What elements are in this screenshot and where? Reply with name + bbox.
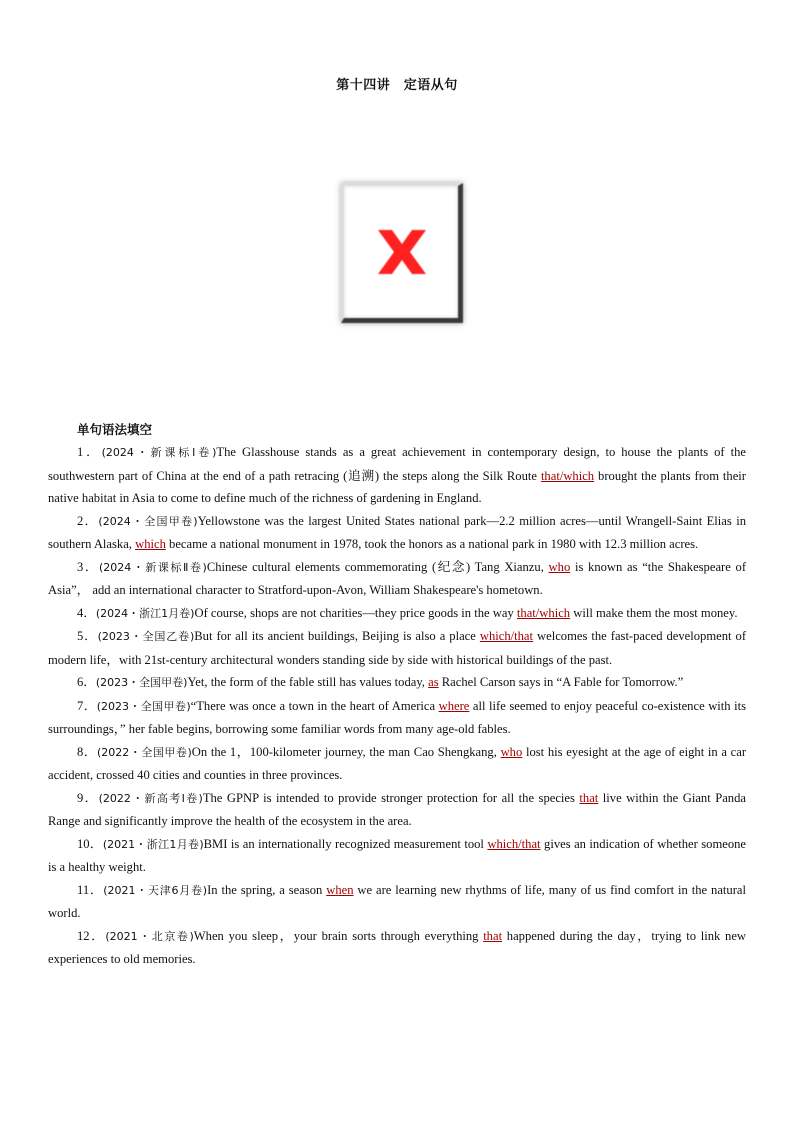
question-item [48,695,746,741]
answer-blank: which/that [487,836,541,851]
answer-blank: as [428,675,439,689]
question-text-before: BMI is an internationally recognized measurement tool [203,836,488,851]
question-source: (2021・浙江1月卷) [102,837,204,851]
page-title: 第十四讲 定语从句 [336,78,458,93]
question-text-before: In the spring, a season [207,882,327,897]
question-text-before: On the 1，100-kilometer journey, the man Cao Shengkang, [191,744,501,759]
question-number: 10． [77,836,103,851]
question-item [48,602,746,626]
question-text-after: became a national monument in 1978, took the honors as a national park in 1980 with 12.3 million acres. [165,537,699,551]
answer-blank: that [483,928,503,943]
question-source: (2024・全国甲卷) [98,514,198,528]
question-text-before: Chinese cultural elements commemorating (纪念) Tang Xianzu, [206,559,549,574]
question-text-before: When you sleep，your brain sorts through everything [193,928,484,943]
question-text-after: gives an indication of whether someone is a healthy weight. [48,836,747,874]
question-item [48,925,746,971]
question-text-before: The GPNP is intended to provide stronger protection for all the species [202,790,580,805]
question-item [48,625,746,671]
answer-blank: that [579,790,599,805]
answer-blank: that/which [540,468,595,483]
question-source: (2023・全国甲卷) [95,676,188,689]
question-number: 7． [77,698,97,713]
question-source: (2024・新课标Ⅱ卷) [99,560,207,574]
question-number: 2． [77,513,99,528]
question-source: (2022・全国甲卷) [96,745,192,759]
question-source: (2024・新课标Ⅰ卷) [101,446,217,459]
question-number: 1． [77,445,102,459]
question-source: (2021・北京卷) [105,929,194,943]
question-text-after: brought the plants from their native habitat in Asia to come to define much of the richness of gardening in England. [48,468,747,505]
question-text-after: Rachel Carson says in “A Fable for Tomorrow.” [438,675,684,689]
question-item [48,879,746,925]
question-source: (2021・天津6月卷) [103,883,208,897]
question-list [48,441,746,971]
question-source: (2024・浙江1月卷) [95,606,195,620]
question-text-after: is known as “the Shakespeare of Asia”， add an international character to Stratford-upon-Avon, William Shakespeare's hometown. [48,559,747,597]
question-number: 6． [77,675,96,689]
question-source: (2022・新高考Ⅰ卷) [98,791,203,805]
red-x-icon [374,226,430,278]
answer-blank: who [500,744,523,759]
answer-blank: which [135,537,166,551]
question-text-after: lost his eyesight at the age of eight in a car accident, crossed 40 cities and counties in three provinces. [48,744,747,782]
question-text-before: Of course, shops are not charities—they price goods in the way [194,605,517,620]
question-text-after: happened during the day，trying to link new experiences to old memories. [48,928,747,966]
section-heading: 单句语法填空 [77,422,153,437]
answer-blank: which/that [479,629,534,643]
question-source: (2023・全国甲卷) [96,699,191,713]
question-number: 9． [77,790,99,805]
question-number: 4． [77,605,96,620]
question-number: 11． [77,882,104,897]
question-item [48,556,746,602]
answer-blank: where [438,698,470,713]
question-text-before: But for all its ancient buildings, Beijing is also a place [194,629,480,643]
answer-blank: when [326,882,354,897]
question-item [48,671,746,695]
question-item [48,441,746,510]
question-text-after: welcomes the fast-paced development of modern life，with 21st-century architectural wonders standing side by side with historical buildings of the past. [48,629,747,667]
question-text-after: will make them the most money. [570,605,738,620]
question-text-before: “There was once a town in the heart of America [190,698,439,713]
question-text-after: live within the Giant Panda Range and significantly improve the health of the ecosystem in the area. [48,790,746,828]
question-text-after: all life seemed to enjoy peaceful co-existence with its surroundings，” her fable begins, borrowing some familiar words from many age-old fables. [48,698,747,736]
question-item [48,787,746,833]
broken-image-icon [341,183,463,323]
question-number: 3． [77,559,99,574]
question-text-before: Yellowstone was the largest United States national park—2.2 million acres—until Wrangell-Saint Elias in southern Alaska, [48,513,747,551]
question-text-before: The Glasshouse stands as a great achievement in contemporary design, to house the plants of the southwestern part of China at the end of a path retracing (追溯) the steps along the Silk Route [48,445,747,483]
question-number: 12． [77,928,106,943]
question-item [48,741,746,787]
question-item [48,510,746,556]
question-text-after: we are learning new rhythms of life, many of us find comfort in the natural world. [48,882,746,920]
question-text-before: Yet, the form of the fable still has values today, [187,675,429,689]
question-number: 8． [77,744,97,759]
question-source: (2023・全国乙卷) [97,630,195,643]
question-item [48,833,746,879]
question-number: 5． [77,629,98,643]
answer-blank: who [548,559,571,574]
answer-blank: that/which [516,605,571,620]
